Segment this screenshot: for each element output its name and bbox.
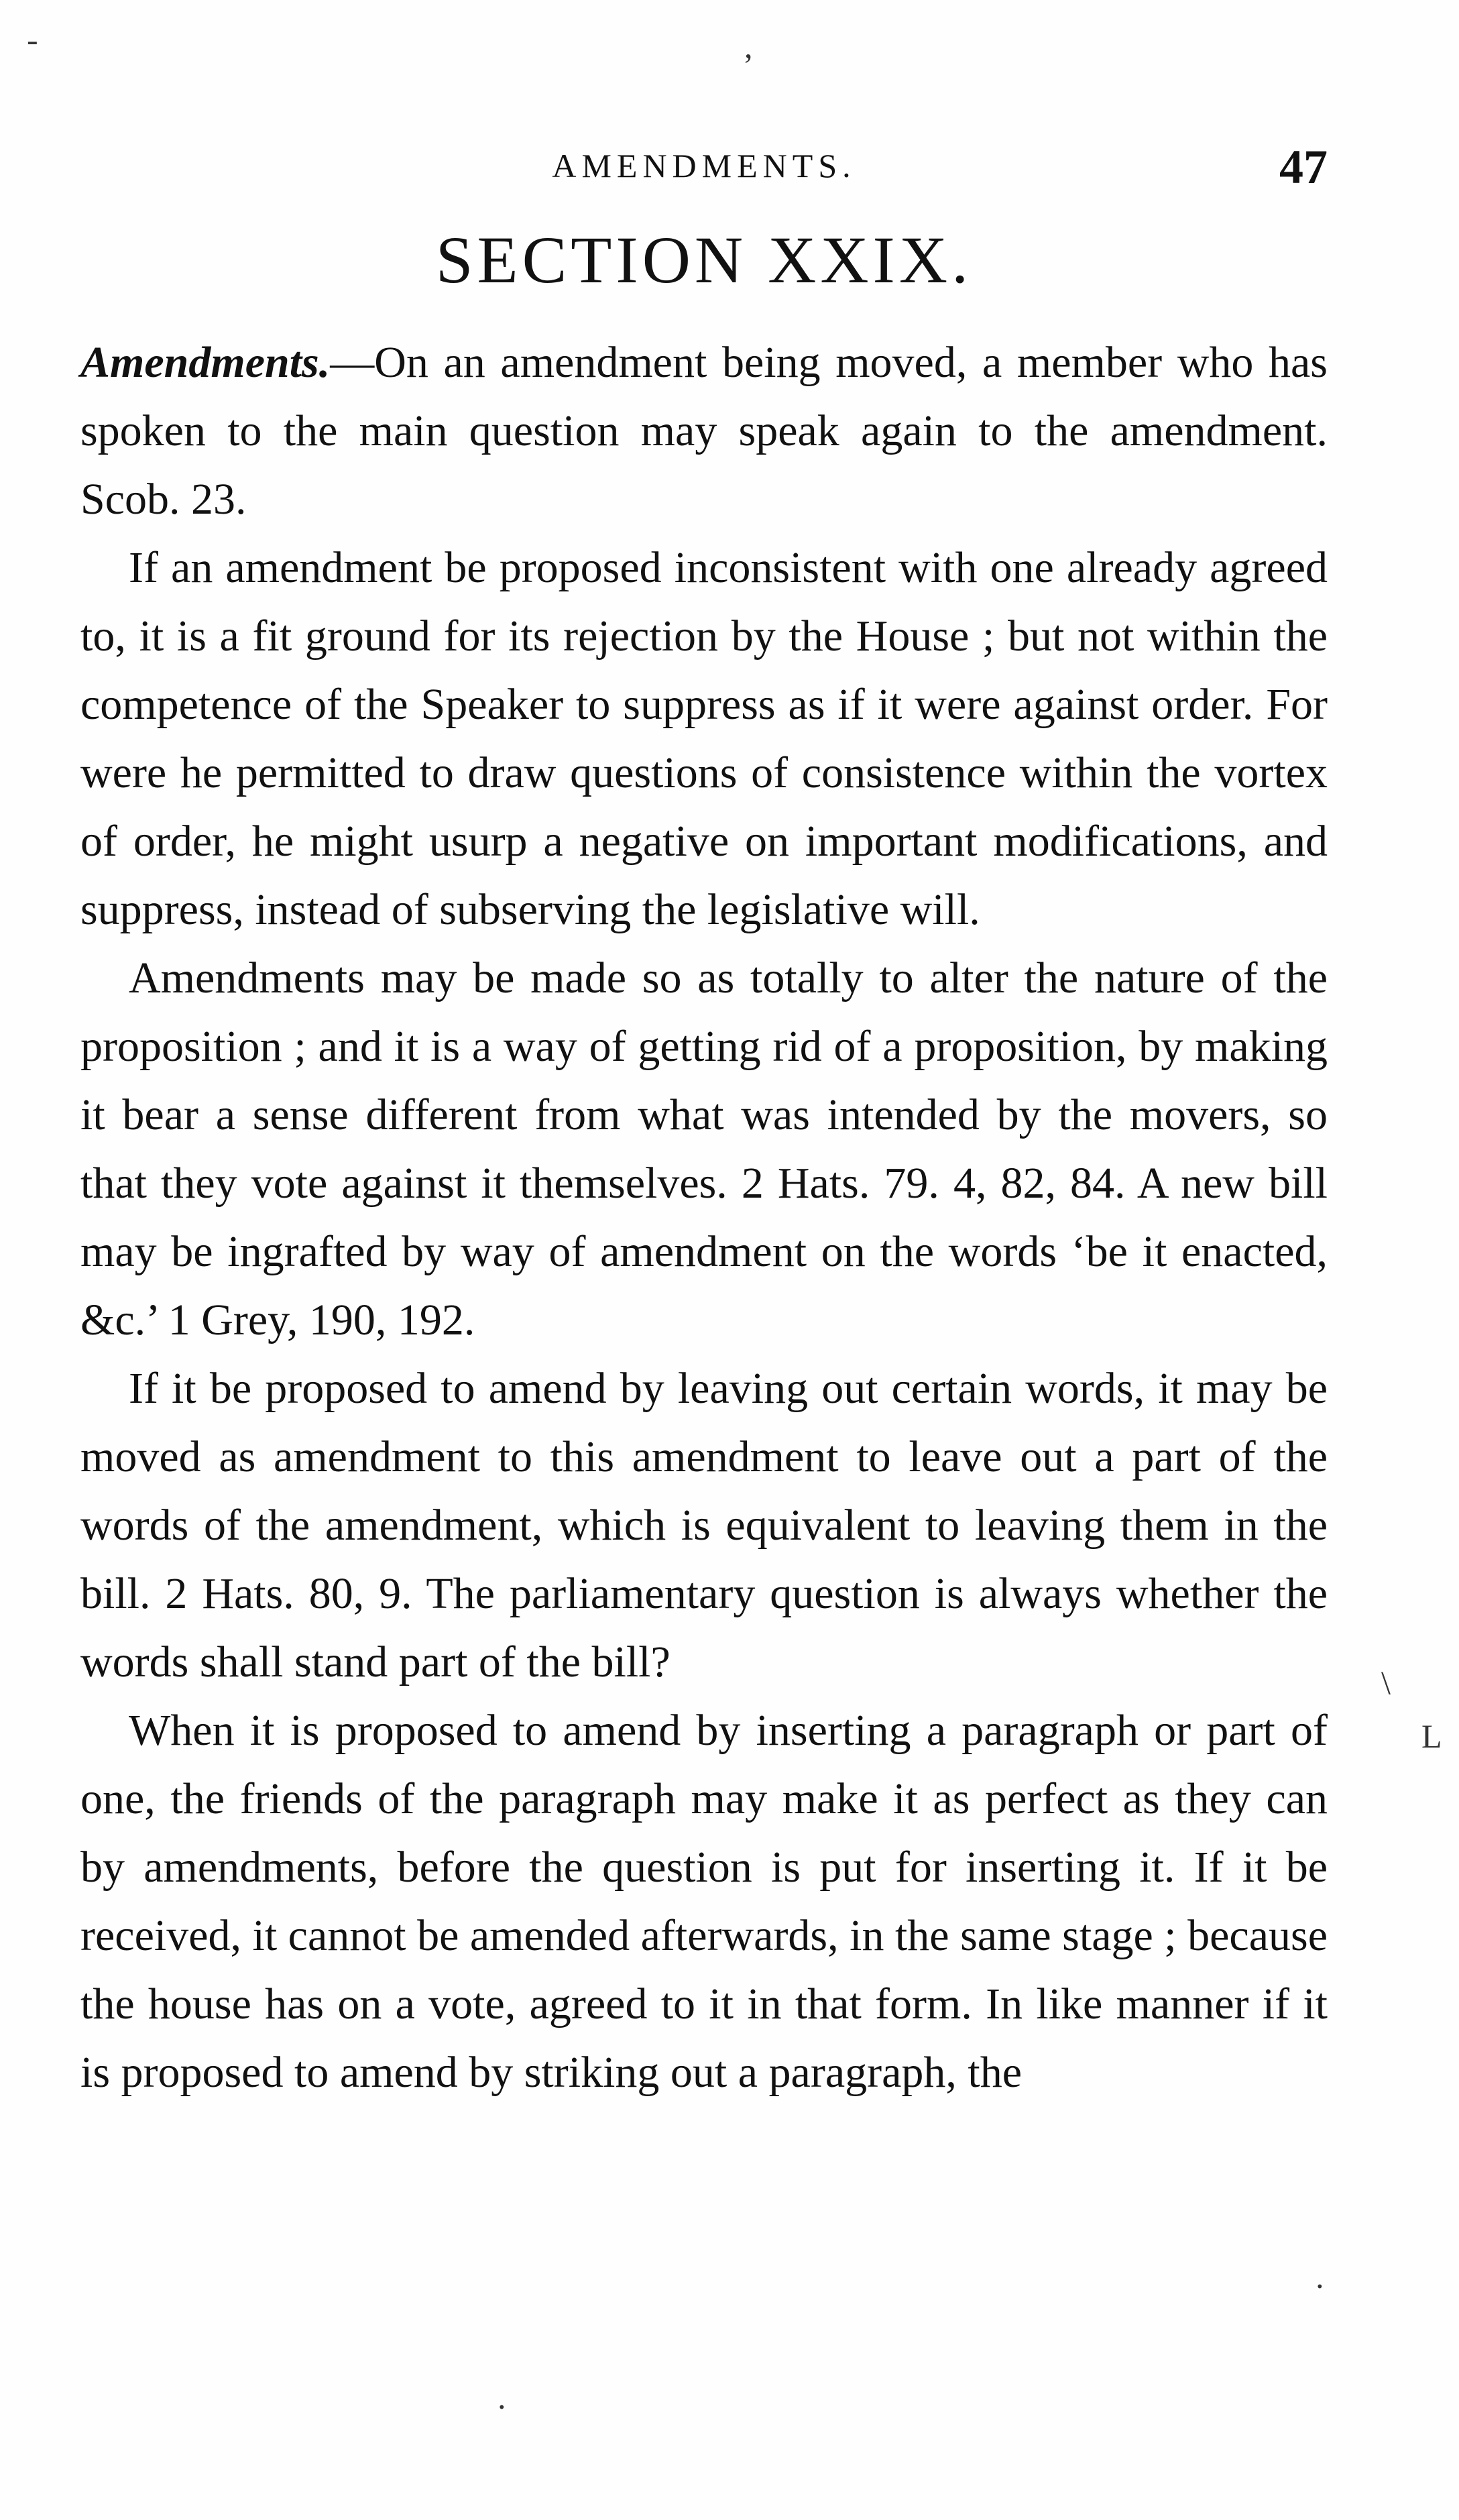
- paragraph-5: When it is proposed to amend by inserting a paragraph or part of one, the friends of the paragraph may make it as perfect as they can by amendments, before the question is put for inserting it. If it be received, it cannot be amended afterwards, in the same stage ; because the house has on a vote, agreed to it in that form. In like manner if it is proposed to amend by striking out a paragraph, the: [80, 1706, 1328, 2097]
- scan-speck: \: [1381, 1664, 1391, 1701]
- scan-speck: L: [1421, 1717, 1442, 1755]
- scan-speck: ·: [496, 2388, 508, 2425]
- paragraph-2: If an amendment be proposed inconsistent with one already agreed to, it is a fit ground for its rejection by the House ; but not within the competence of the Speaker to suppress as if it were against order. For were he permitted to draw questions of consistence within the vortex of order, he might usurp a negative on important modifications, and suppress, instead of subserving the legislative will.: [80, 543, 1328, 934]
- paragraph-1: [80, 329, 1328, 534]
- body-text: [80, 329, 1328, 2107]
- scan-speck: ,: [744, 27, 753, 65]
- page-number: 47: [1279, 140, 1328, 194]
- section-heading: SECTION XXIX.: [435, 223, 973, 297]
- scan-speck: ·: [1314, 2267, 1326, 2305]
- paragraph-text: —On an amendment being moved, a member who has spoken to the main question may speak again to the amendment. Scob. 23.: [80, 338, 1328, 524]
- running-title: AMENDMENTS.: [552, 147, 856, 184]
- running-head: [80, 139, 1328, 193]
- scan-speck: -: [27, 21, 38, 58]
- paragraph-3: Amendments may be made so as totally to alter the nature of the proposition ; and it is a way of getting rid of a proposition, by making it bear a sense different from what was intended by the movers, so that they vote against it themselves. 2 Hats. 79. 4, 82, 84. A new bill may be ingrafted by way of amendment on the words ‘be it enacted, &c.’ 1 Grey, 190, 192.: [80, 954, 1328, 1344]
- paragraph-4: If it be proposed to amend by leaving out certain words, it may be moved as amendment to this amendment to leave out a part of the words of the amendment, which is equivalent to leaving them in the bill. 2 Hats. 80, 9. The parliamentary question is always whether the words shall stand part of the bill?: [80, 1364, 1328, 1686]
- paragraph-lead: Amendments.: [80, 338, 331, 387]
